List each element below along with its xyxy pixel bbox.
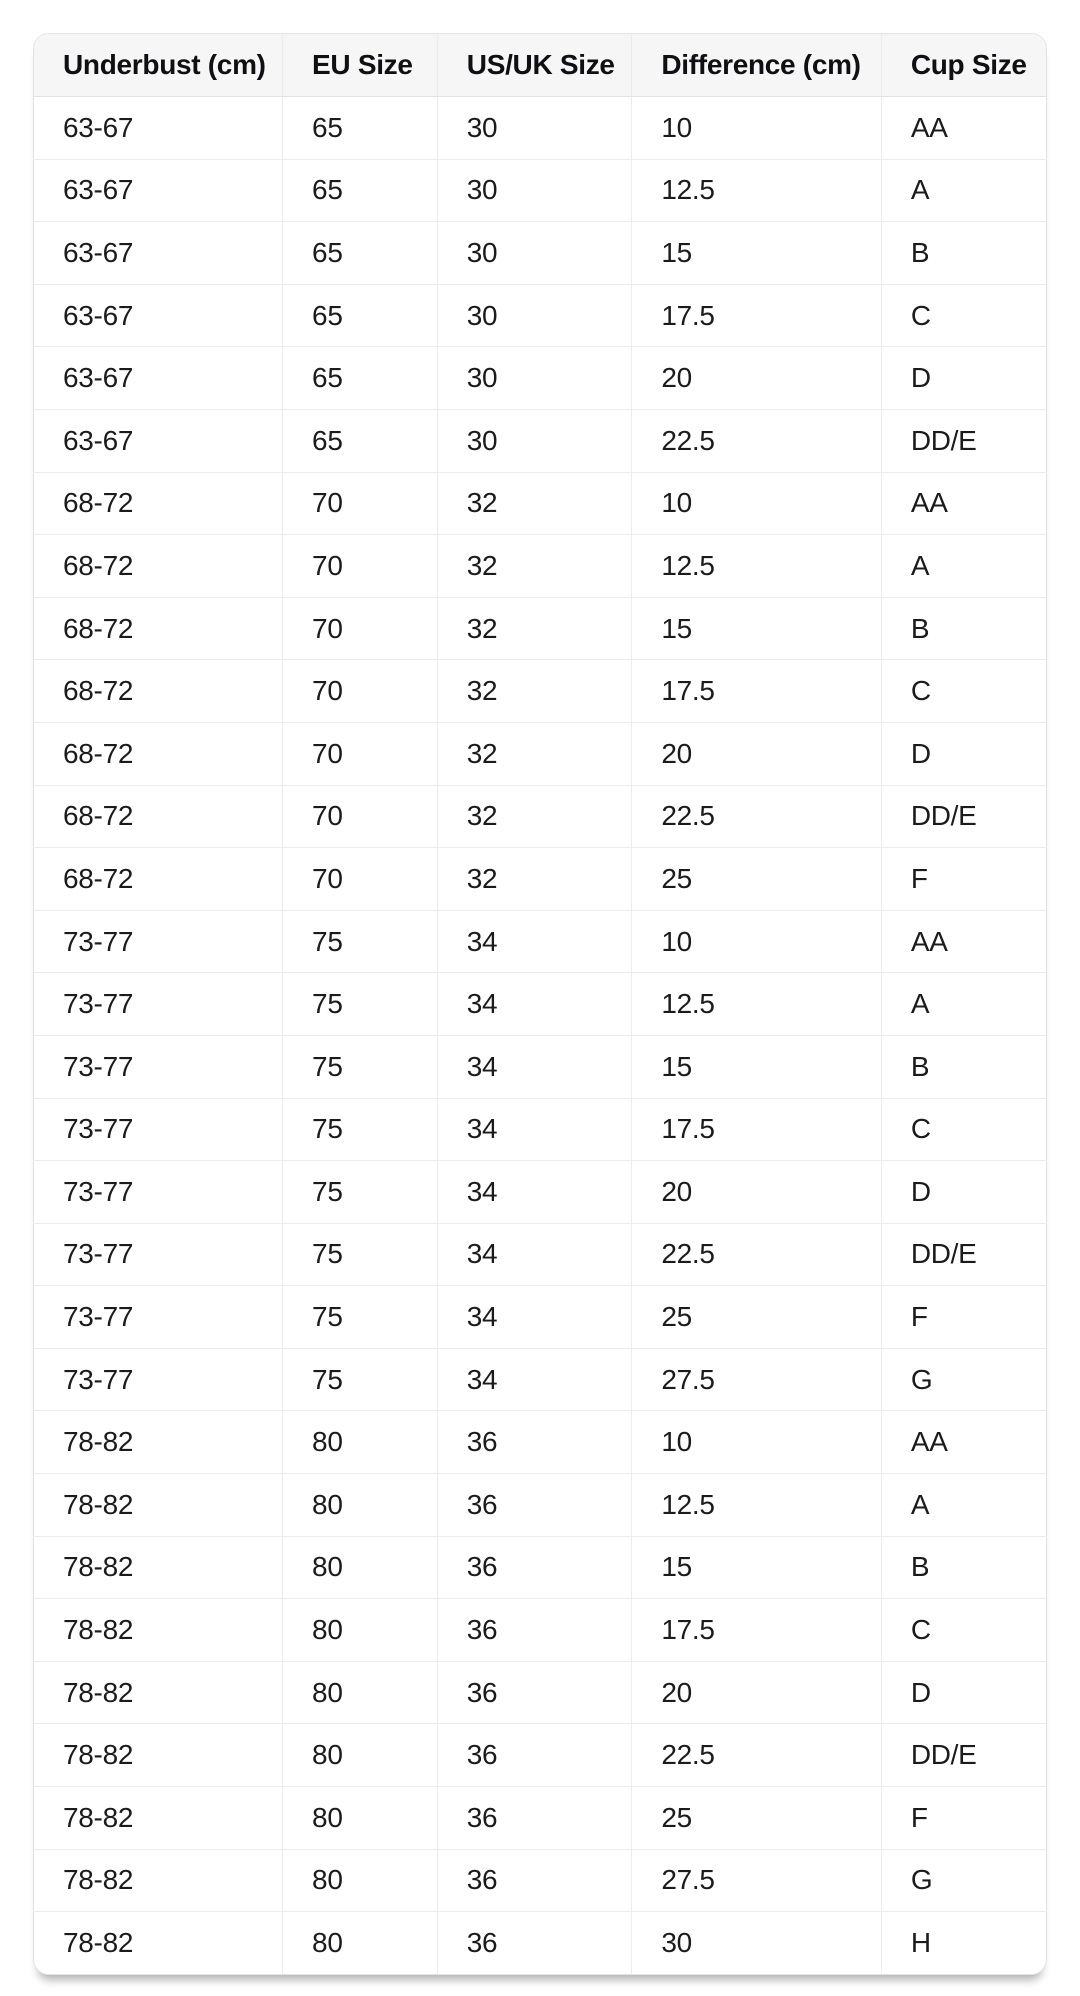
- table-cell: 25: [632, 848, 881, 911]
- table-cell: 65: [283, 222, 438, 285]
- table-row: [34, 1536, 1046, 1599]
- table-cell: 75: [283, 1223, 438, 1286]
- table-cell: 12.5: [632, 973, 881, 1036]
- table-cell: 36: [437, 1536, 632, 1599]
- table-row: [34, 1035, 1046, 1098]
- table-cell: 32: [437, 785, 632, 848]
- table-cell: 70: [283, 848, 438, 911]
- table-row: [34, 1161, 1046, 1224]
- table-row: [34, 973, 1046, 1036]
- table-cell: 65: [283, 347, 438, 410]
- table-row: [34, 785, 1046, 848]
- table-cell: 63-67: [34, 347, 283, 410]
- table-cell: 34: [437, 1348, 632, 1411]
- table-cell: F: [881, 848, 1046, 911]
- table-row: [34, 848, 1046, 911]
- table-cell: 34: [437, 1223, 632, 1286]
- table-cell: B: [881, 1035, 1046, 1098]
- table-cell: 65: [283, 409, 438, 472]
- column-header: US/UK Size: [437, 34, 632, 97]
- bra-size-table: [34, 34, 1046, 1974]
- table-cell: DD/E: [881, 409, 1046, 472]
- table-cell: D: [881, 347, 1046, 410]
- table-cell: 70: [283, 597, 438, 660]
- table-row: [34, 660, 1046, 723]
- table-cell: 80: [283, 1724, 438, 1787]
- table-cell: F: [881, 1787, 1046, 1850]
- table-cell: 80: [283, 1661, 438, 1724]
- table-row: [34, 159, 1046, 222]
- table-cell: 32: [437, 848, 632, 911]
- column-header: Cup Size: [881, 34, 1046, 97]
- table-cell: 22.5: [632, 409, 881, 472]
- table-cell: DD/E: [881, 1223, 1046, 1286]
- table-cell: 78-82: [34, 1411, 283, 1474]
- table-cell: 34: [437, 1161, 632, 1224]
- table-cell: 65: [283, 97, 438, 160]
- table-row: [34, 1098, 1046, 1161]
- table-cell: 68-72: [34, 535, 283, 598]
- table-row: [34, 535, 1046, 598]
- table-cell: 73-77: [34, 973, 283, 1036]
- table-cell: 10: [632, 1411, 881, 1474]
- table-cell: 75: [283, 1098, 438, 1161]
- table-cell: 68-72: [34, 472, 283, 535]
- table-cell: A: [881, 159, 1046, 222]
- column-header: Underbust (cm): [34, 34, 283, 97]
- table-cell: 34: [437, 910, 632, 973]
- table-cell: 80: [283, 1411, 438, 1474]
- table-cell: 80: [283, 1912, 438, 1974]
- table-cell: 17.5: [632, 1599, 881, 1662]
- table-cell: 73-77: [34, 1286, 283, 1349]
- table-cell: 10: [632, 910, 881, 973]
- table-cell: 36: [437, 1849, 632, 1912]
- table-cell: 75: [283, 910, 438, 973]
- table-cell: AA: [881, 97, 1046, 160]
- table-cell: 68-72: [34, 785, 283, 848]
- table-row: [34, 1849, 1046, 1912]
- table-cell: 20: [632, 347, 881, 410]
- table-cell: 70: [283, 785, 438, 848]
- table-cell: C: [881, 660, 1046, 723]
- table-header-row: [34, 34, 1046, 97]
- table-row: [34, 1724, 1046, 1787]
- table-cell: D: [881, 1661, 1046, 1724]
- table-cell: 34: [437, 1098, 632, 1161]
- table-cell: 32: [437, 597, 632, 660]
- table-cell: 68-72: [34, 660, 283, 723]
- table-cell: 32: [437, 472, 632, 535]
- table-cell: AA: [881, 472, 1046, 535]
- table-cell: 70: [283, 472, 438, 535]
- table-row: [34, 1348, 1046, 1411]
- table-cell: 68-72: [34, 848, 283, 911]
- table-cell: 15: [632, 222, 881, 285]
- table-cell: 36: [437, 1661, 632, 1724]
- table-cell: 30: [437, 159, 632, 222]
- table-cell: 22.5: [632, 1724, 881, 1787]
- table-cell: A: [881, 973, 1046, 1036]
- table-cell: 70: [283, 660, 438, 723]
- table-cell: 73-77: [34, 910, 283, 973]
- table-row: [34, 472, 1046, 535]
- table-cell: C: [881, 1098, 1046, 1161]
- table-cell: 63-67: [34, 222, 283, 285]
- table-cell: C: [881, 1599, 1046, 1662]
- table-cell: 30: [437, 222, 632, 285]
- table-cell: 65: [283, 159, 438, 222]
- table-cell: 80: [283, 1599, 438, 1662]
- table-row: [34, 1286, 1046, 1349]
- table-cell: 80: [283, 1849, 438, 1912]
- table-row: [34, 409, 1046, 472]
- table-cell: 12.5: [632, 535, 881, 598]
- table-cell: 73-77: [34, 1161, 283, 1224]
- table-cell: 75: [283, 1348, 438, 1411]
- table-row: [34, 347, 1046, 410]
- table-cell: 12.5: [632, 1474, 881, 1537]
- table-row: [34, 284, 1046, 347]
- table-cell: 17.5: [632, 1098, 881, 1161]
- table-cell: 17.5: [632, 660, 881, 723]
- table-cell: 12.5: [632, 159, 881, 222]
- table-cell: G: [881, 1849, 1046, 1912]
- table-cell: 78-82: [34, 1849, 283, 1912]
- size-chart-card: [33, 33, 1047, 1975]
- table-row: [34, 910, 1046, 973]
- table-cell: 68-72: [34, 722, 283, 785]
- table-cell: 73-77: [34, 1348, 283, 1411]
- table-row: [34, 222, 1046, 285]
- table-cell: 78-82: [34, 1536, 283, 1599]
- table-cell: 36: [437, 1724, 632, 1787]
- table-cell: A: [881, 1474, 1046, 1537]
- table-cell: 63-67: [34, 97, 283, 160]
- table-cell: 15: [632, 1536, 881, 1599]
- table-cell: 30: [437, 409, 632, 472]
- table-cell: 78-82: [34, 1599, 283, 1662]
- table-cell: 75: [283, 1161, 438, 1224]
- table-cell: 30: [437, 97, 632, 160]
- table-cell: 80: [283, 1474, 438, 1537]
- table-row: [34, 1599, 1046, 1662]
- table-cell: DD/E: [881, 1724, 1046, 1787]
- table-cell: 70: [283, 535, 438, 598]
- table-cell: 20: [632, 1661, 881, 1724]
- table-cell: 22.5: [632, 785, 881, 848]
- table-cell: 34: [437, 973, 632, 1036]
- table-cell: 32: [437, 660, 632, 723]
- table-cell: 36: [437, 1599, 632, 1662]
- table-cell: 78-82: [34, 1474, 283, 1537]
- table-cell: D: [881, 1161, 1046, 1224]
- table-cell: 10: [632, 97, 881, 160]
- table-cell: 32: [437, 535, 632, 598]
- table-row: [34, 1411, 1046, 1474]
- table-cell: D: [881, 722, 1046, 785]
- table-cell: 68-72: [34, 597, 283, 660]
- table-cell: 32: [437, 722, 632, 785]
- table-row: [34, 722, 1046, 785]
- table-cell: 27.5: [632, 1849, 881, 1912]
- table-cell: 73-77: [34, 1098, 283, 1161]
- table-cell: 63-67: [34, 409, 283, 472]
- table-cell: B: [881, 222, 1046, 285]
- table-row: [34, 597, 1046, 660]
- table-cell: 27.5: [632, 1348, 881, 1411]
- table-row: [34, 1912, 1046, 1974]
- table-cell: 30: [437, 284, 632, 347]
- table-cell: 36: [437, 1787, 632, 1850]
- table-cell: 73-77: [34, 1223, 283, 1286]
- table-cell: F: [881, 1286, 1046, 1349]
- table-cell: A: [881, 535, 1046, 598]
- table-row: [34, 1661, 1046, 1724]
- table-cell: 36: [437, 1474, 632, 1537]
- table-cell: 15: [632, 597, 881, 660]
- table-cell: 80: [283, 1787, 438, 1850]
- table-cell: 78-82: [34, 1912, 283, 1974]
- table-cell: 17.5: [632, 284, 881, 347]
- table-cell: 22.5: [632, 1223, 881, 1286]
- table-cell: 73-77: [34, 1035, 283, 1098]
- table-row: [34, 1474, 1046, 1537]
- table-cell: 78-82: [34, 1787, 283, 1850]
- table-cell: 36: [437, 1912, 632, 1974]
- table-cell: 63-67: [34, 284, 283, 347]
- table-cell: AA: [881, 910, 1046, 973]
- table-row: [34, 1223, 1046, 1286]
- table-cell: 30: [632, 1912, 881, 1974]
- column-header: Difference (cm): [632, 34, 881, 97]
- table-cell: 25: [632, 1286, 881, 1349]
- table-row: [34, 1787, 1046, 1850]
- table-cell: 34: [437, 1286, 632, 1349]
- table-cell: B: [881, 1536, 1046, 1599]
- table-body: [34, 97, 1046, 1974]
- table-cell: 75: [283, 1286, 438, 1349]
- table-cell: 20: [632, 1161, 881, 1224]
- table-cell: 20: [632, 722, 881, 785]
- table-cell: AA: [881, 1411, 1046, 1474]
- table-cell: 36: [437, 1411, 632, 1474]
- column-header: EU Size: [283, 34, 438, 97]
- table-cell: 15: [632, 1035, 881, 1098]
- table-cell: DD/E: [881, 785, 1046, 848]
- table-cell: 30: [437, 347, 632, 410]
- table-cell: 34: [437, 1035, 632, 1098]
- table-row: [34, 97, 1046, 160]
- table-cell: 65: [283, 284, 438, 347]
- table-cell: 78-82: [34, 1661, 283, 1724]
- table-cell: 25: [632, 1787, 881, 1850]
- table-cell: G: [881, 1348, 1046, 1411]
- table-cell: 63-67: [34, 159, 283, 222]
- table-cell: 78-82: [34, 1724, 283, 1787]
- table-cell: 75: [283, 973, 438, 1036]
- table-cell: C: [881, 284, 1046, 347]
- table-cell: H: [881, 1912, 1046, 1974]
- table-cell: 70: [283, 722, 438, 785]
- table-cell: 75: [283, 1035, 438, 1098]
- table-cell: 80: [283, 1536, 438, 1599]
- table-header: [34, 34, 1046, 97]
- table-cell: B: [881, 597, 1046, 660]
- table-cell: 10: [632, 472, 881, 535]
